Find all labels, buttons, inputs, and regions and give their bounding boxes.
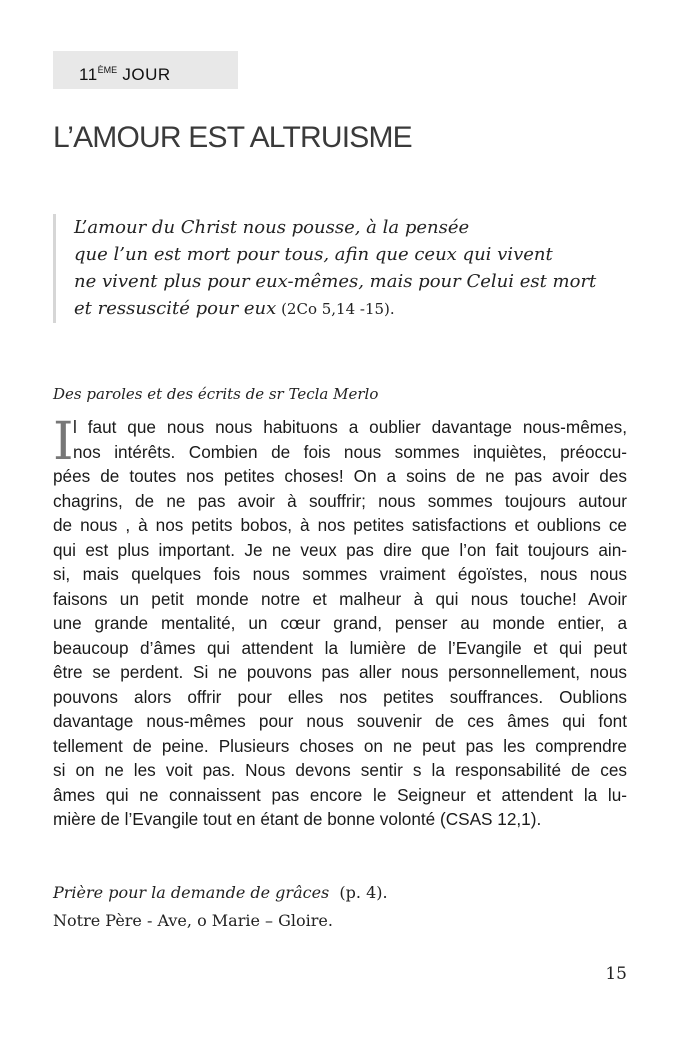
body-line: qui est plus important. Je ne veux pas dire que l’on fait toujours ain-	[53, 539, 627, 560]
page-number: 15	[605, 964, 627, 984]
page-title: L’AMOUR EST ALTRUISME	[53, 121, 412, 154]
epigraph-line: que l’un est mort pour tous, afin que ceux qui vivent	[74, 244, 553, 265]
epigraph-quote	[53, 214, 644, 323]
body-line: pouvons alors offrir pour elles nos petites souffrances. Oublions	[53, 686, 627, 707]
day-word: JOUR	[122, 65, 171, 84]
body-line: l faut que nous nous habituons a oublier davantage nous-mêmes,	[73, 417, 627, 437]
body-line: chagrins, de ne pas avoir à souffrir; nous sommes toujours autour	[53, 490, 627, 511]
prayer-instruction	[53, 881, 388, 905]
body-line: nos intérêts. Combien de fois nous sommes inquiètes, préoccu-	[73, 441, 627, 462]
day-number: 11	[79, 65, 98, 84]
body-line: davantage nous-mêmes pour nous souvenir de ces âmes qui font	[53, 711, 627, 731]
epigraph-line-last	[74, 295, 644, 323]
body-line: beaucoup d’âmes qui attendent la lumière de l’Evangile et qui peut	[53, 637, 627, 658]
epigraph-line: ne vivent plus pour eux-mêmes, mais pour Celui est mort	[74, 271, 597, 292]
body-line: si, mais quelques fois nous sommes vraiment égoïstes, nous nous	[53, 564, 627, 584]
epigraph-line: L’amour du Christ nous pousse, à la pensée	[74, 217, 470, 238]
body-line: si on ne les voit pas. Nous devons sentir s la responsabilité de ces	[53, 760, 627, 780]
body-line: une grande mentalité, un cœur grand, penser au monde entier, a	[53, 613, 627, 633]
body-line: tellement de peine. Plusieurs choses on ne peut pas les comprendre	[53, 735, 627, 756]
day-suffix: ÈME	[97, 65, 118, 75]
source-label: Des paroles et des écrits de sr Tecla Merlo	[53, 385, 379, 403]
drop-cap: I	[53, 412, 74, 472]
epigraph-line-text: et ressuscité pour eux	[74, 298, 277, 319]
body-line: être se perdent. Si ne pouvons pas aller nous personnellement, nous	[53, 662, 627, 682]
body-paragraph	[53, 412, 627, 832]
prayer-label: Prière pour la demande de grâces	[53, 883, 330, 902]
body-line: pées de toutes nos petites choses! On a soins de ne pas avoir des	[53, 466, 627, 486]
body-line: faisons un petit monde notre et malheur à qui nous touche! Avoir	[53, 588, 627, 609]
day-label-box	[53, 51, 238, 89]
body-line: de nous , à nos petits bobos, à nos petites satisfactions et oublions ce	[53, 515, 627, 535]
prayer-ref: (p. 4).	[329, 883, 388, 902]
body-line: mière de l’Evangile tout en étant de bonne volonté (CSAS 12,1).	[53, 809, 542, 829]
body-line: âmes qui ne connaissent pas encore le Seigneur et attendent la lu-	[53, 784, 627, 805]
epigraph-reference: (2Co 5,14 -15).	[276, 300, 395, 318]
closing-prayers: Notre Père - Ave, o Marie – Gloire.	[53, 911, 333, 930]
